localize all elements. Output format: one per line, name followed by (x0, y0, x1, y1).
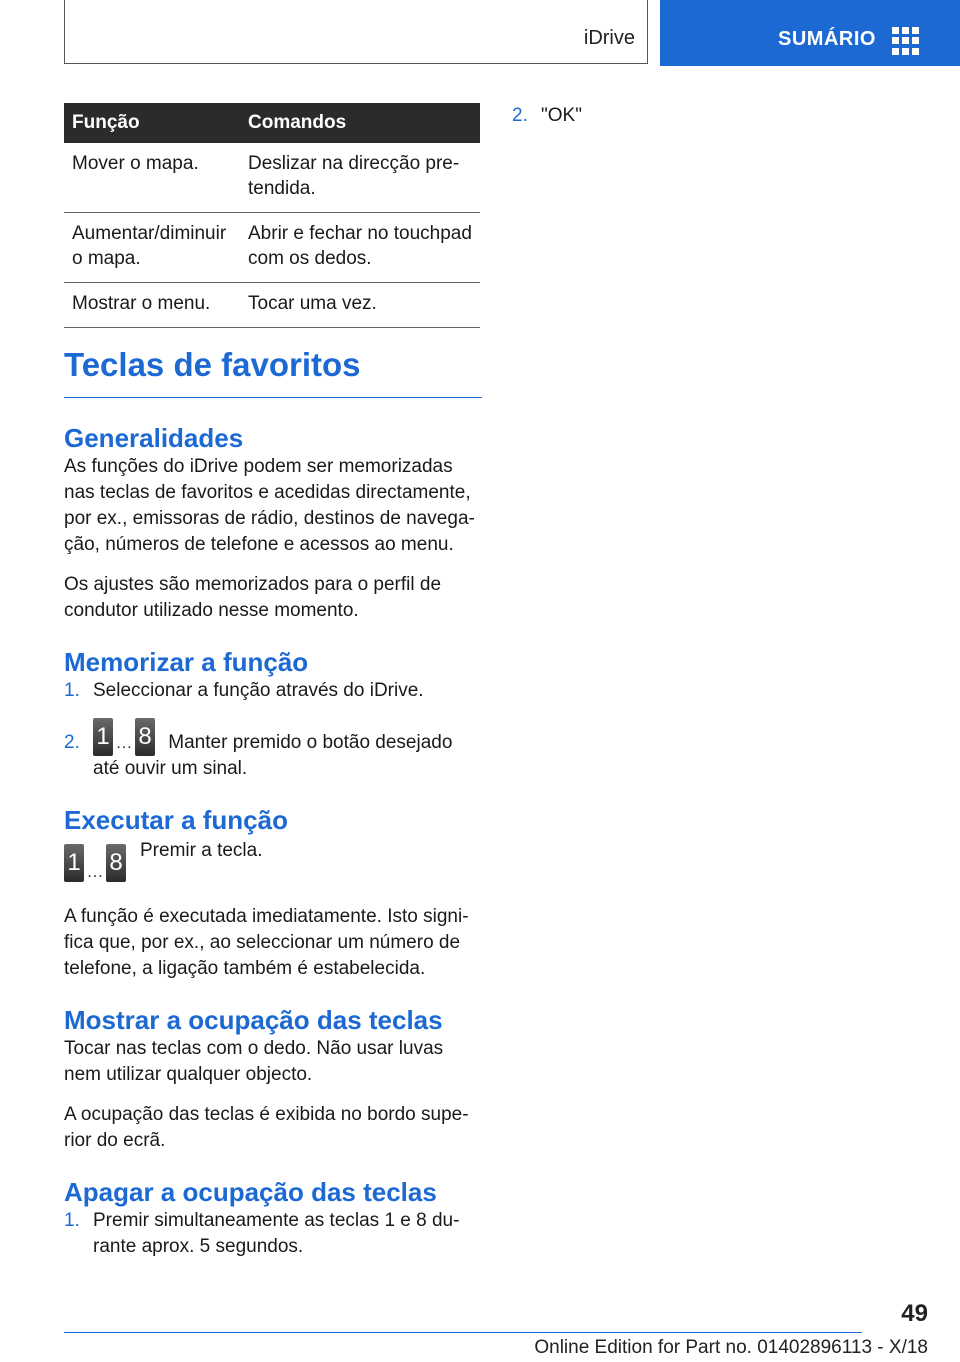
ellipsis: … (115, 733, 133, 752)
step-number: 2. (64, 732, 80, 753)
paragraph: A função é executada imediatamente. Isto signi-fica que, por ex., ao seleccionar um número de telefone, a ligação também é estabelecida. (64, 906, 469, 979)
header-section-box (64, 0, 648, 64)
favorite-key-8-icon: 8 (135, 718, 155, 756)
ellipsis: … (86, 862, 104, 881)
list-item (64, 678, 482, 704)
right-column (512, 103, 892, 129)
list-item (64, 718, 482, 782)
main-column (64, 345, 482, 1260)
favorite-key-1-icon: 1 (93, 718, 113, 756)
table-header-cell: Função (64, 103, 240, 143)
table-cell: Deslizar na direcção pre-tendida. (240, 143, 480, 213)
table-cell: Tocar uma vez. (240, 283, 480, 328)
table-row (64, 213, 480, 283)
footer-edition: Online Edition for Part no. 01402896113 - X/18 (534, 1337, 928, 1358)
list-item (64, 1208, 482, 1260)
step-number: 1. (64, 680, 80, 701)
heading-generalidades: Generalidades (64, 423, 244, 453)
table-header-row (64, 103, 480, 143)
list-item (512, 103, 892, 129)
heading-executar: Executar a função (64, 805, 288, 835)
page-number: 49 (901, 1300, 928, 1327)
sumario-label: SUMÁRIO (778, 28, 876, 50)
section-title-favoritos: Teclas de favoritos (64, 345, 482, 398)
step-number: 2. (512, 105, 528, 126)
sumario-button[interactable] (660, 0, 960, 66)
paragraph: Os ajustes são memorizados para o perfil de condutor utilizado nesse momento. (64, 574, 442, 621)
table-cell: Abrir e fechar no touchpad com os dedos. (240, 213, 480, 283)
paragraph: A ocupação das teclas é exibida no bordo supe-rior do ecrã. (64, 1104, 469, 1151)
heading-apagar: Apagar a ocupação das teclas (64, 1177, 437, 1207)
table-cell: Aumentar/diminuir o mapa. (64, 213, 240, 283)
step-number: 1. (64, 1210, 80, 1231)
paragraph: Tocar nas teclas com o dedo. Não usar luvas nem utilizar qualquer objecto. (64, 1038, 444, 1085)
heading-memorizar: Memorizar a função (64, 647, 309, 677)
step-text: Manter premido o botão desejado até ouvir um sinal. (93, 732, 453, 779)
key-row (64, 840, 482, 896)
header-section-title: iDrive (583, 27, 635, 49)
favorite-key-1-icon: 1 (64, 844, 84, 882)
grid-menu-icon (892, 27, 920, 55)
favorite-key-8-icon: 8 (106, 844, 126, 882)
heading-mostrar: Mostrar a ocupação das teclas (64, 1005, 443, 1035)
table-cell: Mostrar o menu. (64, 283, 240, 328)
paragraph: As funções do iDrive podem ser memorizadas nas teclas de favoritos e acedidas directamente, por ex., emissoras de rádio, destinos de navega-ção, números de telefone e acessos ao menu. (64, 456, 475, 555)
step-text: Premir simultaneamente as teclas 1 e 8 du-rante aprox. 5 segundos. (93, 1210, 460, 1257)
step-text: Seleccionar a função através do iDrive. (93, 680, 424, 701)
table-cell: Mover o mapa. (64, 143, 240, 213)
footer-divider (64, 1332, 862, 1333)
controls-table (64, 103, 480, 328)
press-instruction: Premir a tecla. (140, 840, 263, 861)
step-text: "OK" (541, 105, 582, 126)
table-header-cell: Comandos (240, 103, 480, 143)
table-row (64, 143, 480, 213)
table-row (64, 283, 480, 328)
